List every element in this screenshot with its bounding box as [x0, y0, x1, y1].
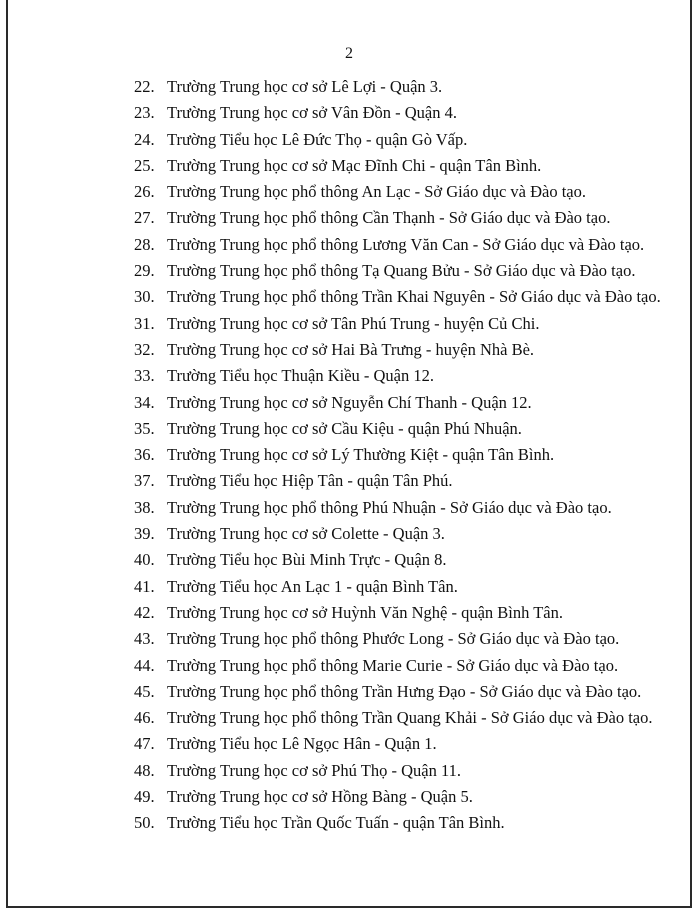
item-text: Trường Trung học cơ sở Hồng Bàng - Quận 5.: [167, 787, 473, 807]
item-number: 42.: [134, 602, 155, 622]
list-item: [0, 734, 698, 760]
list-item: [0, 813, 698, 839]
item-number: 27.: [134, 208, 155, 228]
item-text: Trường Trung học phổ thông Phước Long - Sở Giáo dục và Đào tạo.: [167, 629, 620, 649]
item-number: 37.: [134, 471, 155, 491]
item-number: 30.: [134, 287, 155, 307]
item-number: 50.: [134, 813, 155, 833]
item-number: 47.: [134, 734, 155, 754]
item-text: Trường Tiểu học Trần Quốc Tuấn - quận Tân Bình.: [167, 813, 505, 833]
item-text: Trường Tiểu học Bùi Minh Trực - Quận 8.: [167, 550, 447, 570]
item-number: 25.: [134, 155, 155, 175]
item-text: Trường Tiểu học Hiệp Tân - quận Tân Phú.: [167, 471, 453, 491]
list-item: [0, 577, 698, 603]
list-item: [0, 471, 698, 497]
item-number: 28.: [134, 234, 155, 254]
item-text: Trường Trung học cơ sở Huỳnh Văn Nghệ - quận Bình Tân.: [167, 602, 563, 622]
list-item: [0, 314, 698, 340]
school-list: [0, 77, 698, 840]
item-text: Trường Trung học cơ sở Tân Phú Trung - huyện Củ Chi.: [167, 313, 540, 333]
item-number: 43.: [134, 629, 155, 649]
list-item: [0, 498, 698, 524]
item-text: Trường Trung học cơ sở Vân Đồn - Quận 4.: [167, 103, 457, 123]
item-number: 32.: [134, 339, 155, 359]
item-text: Trường Trung học cơ sở Hai Bà Trưng - huyện Nhà Bè.: [167, 339, 535, 359]
item-text: Trường Trung học phổ thông Lương Văn Can - Sở Giáo dục và Đào tạo.: [167, 234, 645, 254]
item-text: Trường Tiểu học Thuận Kiều - Quận 12.: [167, 366, 435, 386]
list-item: [0, 287, 698, 313]
list-item: [0, 682, 698, 708]
list-item: [0, 656, 698, 682]
item-text: Trường Trung học cơ sở Lý Thường Kiệt - quận Tân Bình.: [167, 445, 555, 465]
item-number: 34.: [134, 392, 155, 412]
item-number: 36.: [134, 445, 155, 465]
list-item: [0, 550, 698, 576]
list-item: [0, 419, 698, 445]
list-item: [0, 393, 698, 419]
item-number: 39.: [134, 524, 155, 544]
list-item: [0, 340, 698, 366]
item-text: Trường Trung học phổ thông Cần Thạnh - Sở Giáo dục và Đào tạo.: [167, 208, 611, 228]
item-number: 48.: [134, 760, 155, 780]
list-item: [0, 629, 698, 655]
list-item: [0, 156, 698, 182]
item-number: 49.: [134, 787, 155, 807]
item-text: Trường Trung học cơ sở Mạc Đĩnh Chi - quận Tân Bình.: [167, 155, 542, 175]
item-text: Trường Tiểu học Lê Đức Thọ - quận Gò Vấp.: [167, 129, 468, 149]
item-number: 24.: [134, 129, 155, 149]
list-item: [0, 103, 698, 129]
item-number: 23.: [134, 103, 155, 123]
item-number: 40.: [134, 550, 155, 570]
item-text: Trường Tiểu học An Lạc 1 - quận Bình Tân.: [167, 576, 458, 596]
item-text: Trường Trung học phổ thông Phú Nhuận - Sở Giáo dục và Đào tạo.: [167, 497, 612, 517]
item-text: Trường Trung học phổ thông An Lạc - Sở Giáo dục và Đào tạo.: [167, 182, 587, 202]
item-number: 46.: [134, 708, 155, 728]
item-text: Trường Trung học phổ thông Marie Curie - Sở Giáo dục và Đào tạo.: [167, 655, 619, 675]
list-item: [0, 235, 698, 261]
list-item: [0, 761, 698, 787]
item-text: Trường Trung học cơ sở Nguyễn Chí Thanh - Quận 12.: [167, 392, 532, 412]
item-text: Trường Tiểu học Lê Ngọc Hân - Quận 1.: [167, 734, 437, 754]
item-number: 35.: [134, 418, 155, 438]
list-item: [0, 603, 698, 629]
item-text: Trường Trung học phổ thông Trần Khai Nguyên - Sở Giáo dục và Đào tạo.: [167, 287, 661, 307]
list-item: [0, 445, 698, 471]
item-text: Trường Trung học phổ thông Tạ Quang Bửu - Sở Giáo dục và Đào tạo.: [167, 261, 636, 281]
item-number: 26.: [134, 182, 155, 202]
list-item: [0, 366, 698, 392]
item-text: Trường Trung học phổ thông Trần Quang Khải - Sở Giáo dục và Đào tạo.: [167, 708, 653, 728]
list-item: [0, 524, 698, 550]
item-number: 44.: [134, 655, 155, 675]
item-text: Trường Trung học cơ sở Phú Thọ - Quận 11.: [167, 760, 461, 780]
item-number: 31.: [134, 313, 155, 333]
item-number: 22.: [134, 77, 155, 96]
item-number: 33.: [134, 366, 155, 386]
item-number: 45.: [134, 681, 155, 701]
list-item: [0, 77, 698, 103]
list-item: [0, 130, 698, 156]
item-number: 29.: [134, 261, 155, 281]
item-text: Trường Trung học cơ sở Colette - Quận 3.: [167, 524, 445, 544]
list-item: [0, 787, 698, 813]
list-item: [0, 182, 698, 208]
item-text: Trường Trung học phổ thông Trần Hưng Đạo - Sở Giáo dục và Đào tạo.: [167, 681, 642, 701]
item-number: 38.: [134, 497, 155, 517]
list-item: [0, 261, 698, 287]
item-text: Trường Trung học cơ sở Lê Lợi - Quận 3.: [167, 77, 443, 96]
page-number: 2: [345, 45, 353, 62]
item-text: Trường Trung học cơ sở Cầu Kiệu - quận Phú Nhuận.: [167, 418, 522, 438]
item-number: 41.: [134, 576, 155, 596]
list-item: [0, 708, 698, 734]
list-item: [0, 208, 698, 234]
